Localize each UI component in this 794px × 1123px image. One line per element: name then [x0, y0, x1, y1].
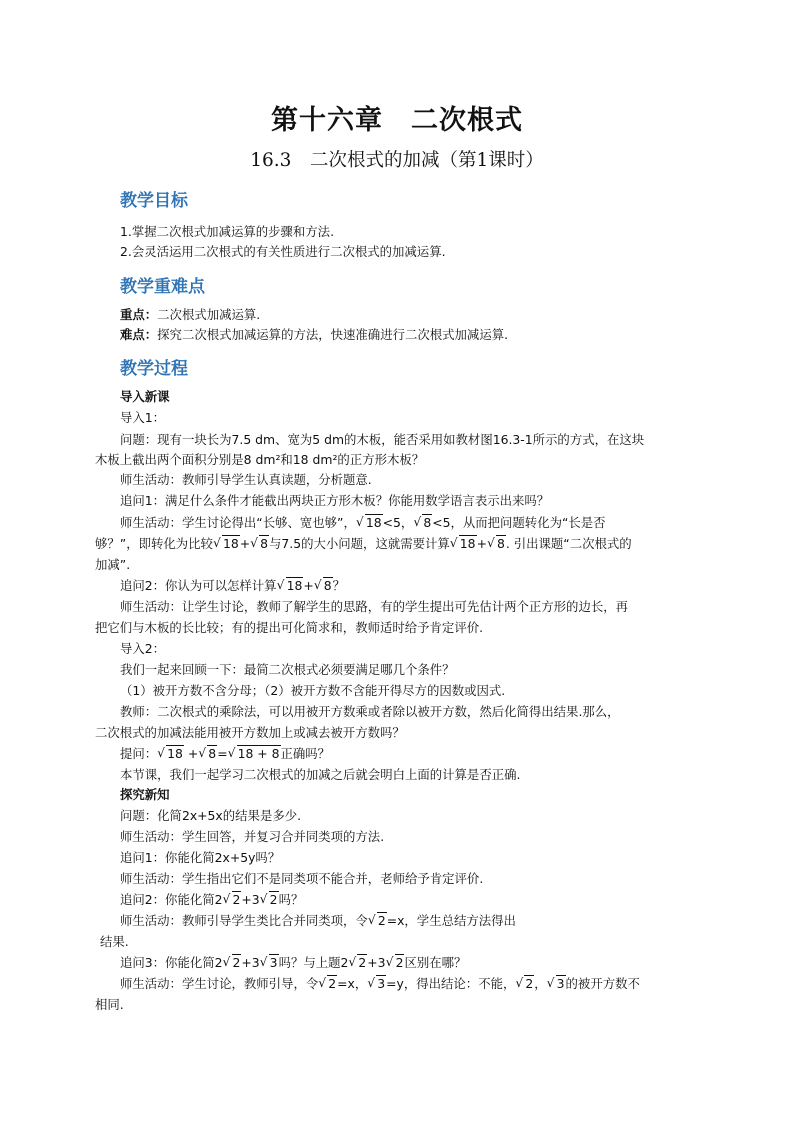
paragraph: 把它们与木板的长比较；有的提出可化简求和，教师适时给予肯定评价.: [95, 620, 484, 635]
paragraph: 我们一起来回顾一下：最简二次根式必须要满足哪几个条件？: [120, 662, 455, 677]
goal-item: 1.掌握二次根式加减运算的步骤和方法.: [120, 224, 335, 239]
goal-item: 2.会灵活运用二次根式的有关性质进行二次根式的加减运算.: [120, 244, 446, 259]
paragraph: 追问1：满足什么条件才能截出两块正方形木板？你能用数学语言表示出来吗？: [120, 493, 550, 508]
paragraph: 师生活动：学生讨论，教师引导，令√ 2=x，√ 3=y，得出结论：不能，√ 2，√ 3的被开方数不: [120, 974, 700, 994]
paragraph: 导入2：: [120, 641, 166, 656]
paragraph: 二次根式的加减法能用被开方数加上或减去被开方数吗？: [95, 725, 405, 740]
chapter-title: 第十六章 二次根式: [271, 105, 523, 136]
paragraph: 提问：√ 18 +√ 8=√ 18 + 8正确吗？: [120, 744, 700, 764]
paragraph: 师生活动：教师引导学生认真读题，分析题意.: [120, 472, 372, 487]
section-heading-goals: 教学目标: [120, 191, 188, 211]
key-point: 重点：二次根式加减运算.: [120, 307, 261, 322]
paragraph: 师生活动：学生讨论得出“长够、宽也够”，√ 18<5，√ 8<5，从而把问题转化为“长是否: [120, 513, 700, 533]
paragraph: 问题：化简2x+5x的结果是多少.: [120, 808, 302, 823]
paragraph: 本节课，我们一起学习二次根式的加减之后就会明白上面的计算是否正确.: [120, 767, 521, 782]
sqrt-8: √ 8: [414, 513, 432, 533]
paragraph: 相同.: [95, 997, 124, 1012]
paragraph: 追问3：你能化简2√ 2+3√ 3吗？与上题2√ 2+3√ 2区别在哪？: [120, 953, 700, 973]
paragraph: 追问2：你认为可以怎样计算√ 18+√ 8？: [120, 576, 700, 596]
section-heading-keypoints: 教学重难点: [120, 277, 205, 297]
paragraph: 导入1：: [120, 410, 166, 425]
paragraph: （1）被开方数不含分母；（2）被开方数不含能开得尽方的因数或因式.: [120, 683, 506, 698]
sqrt-18: √ 18: [357, 513, 383, 533]
paragraph: 追问2：你能化简2√ 2+3√ 2吗？: [120, 890, 700, 910]
subheading-explore: 探究新知: [120, 787, 170, 802]
paragraph: 师生活动：让学生讨论，教师了解学生的思路，有的学生提出可先估计两个正方形的边长，再: [120, 599, 629, 614]
paragraph: 师生活动：学生回答，并复习合并同类项的方法.: [120, 829, 385, 844]
paragraph: 问题：现有一块长为7.5 dm、宽为5 dm的木板，能否采用如教材图16.3-1所示的方式，在这块: [120, 432, 645, 447]
paragraph: 追问1：你能化简2x+5y吗？: [120, 850, 281, 865]
subheading-intro: 导入新课: [120, 389, 170, 404]
lesson-subtitle: 16.3 二次根式的加减（第1课时）: [250, 150, 544, 171]
paragraph: 够？”，即转化为比较√ 18+√ 8与7.5的大小问题，这就需要计算√ 18+√ 8. 引出课题“二次根式的: [95, 534, 675, 554]
paragraph: 结果.: [100, 934, 129, 949]
paragraph: 师生活动：学生指出它们不是同类项不能合并，老师给予肯定评价.: [120, 871, 484, 886]
difficult-point: 难点：探究二次根式加减运算的方法，快速准确进行二次根式加减运算.: [120, 327, 509, 342]
paragraph: 木板上截出两个面积分别是8 dm²和18 dm²的正方形木板？: [95, 452, 425, 467]
paragraph: 加减”.: [95, 557, 131, 572]
paragraph: 教师：二次根式的乘除法，可以用被开方数乘或者除以被开方数，然后化简得出结果.那么，: [120, 704, 620, 719]
section-heading-process: 教学过程: [120, 359, 188, 379]
paragraph: 师生活动：教师引导学生类比合并同类项，令√ 2=x，学生总结方法得出: [120, 911, 700, 931]
